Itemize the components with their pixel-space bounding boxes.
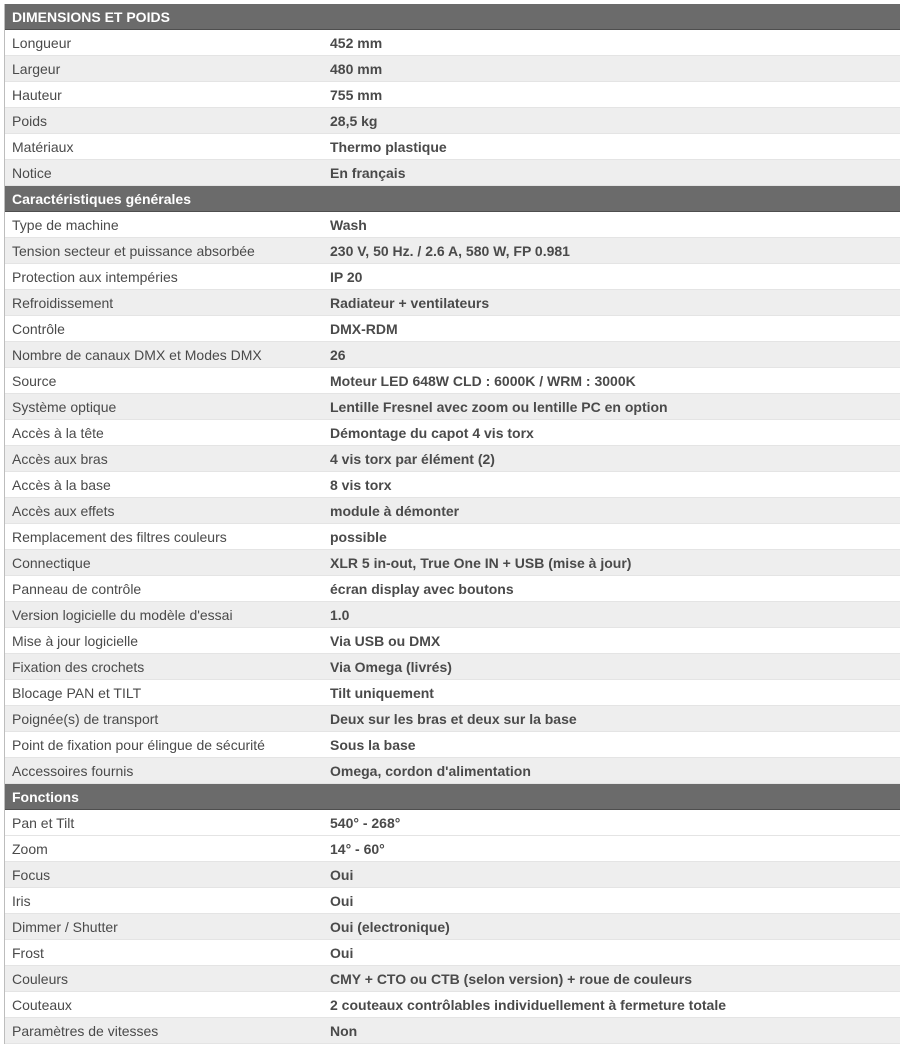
row-label: Refroidissement xyxy=(12,295,114,311)
row-value: Wash xyxy=(330,217,367,233)
row-value: 452 mm xyxy=(330,35,383,51)
table-row xyxy=(5,342,900,368)
row-label: Source xyxy=(12,373,57,389)
row-value: 755 mm xyxy=(330,87,383,103)
row-label: Poids xyxy=(12,113,48,129)
table-row xyxy=(5,264,900,290)
row-value: écran display avec boutons xyxy=(330,581,514,597)
row-label: Pan et Tilt xyxy=(12,815,75,831)
row-label: Accessoires fournis xyxy=(12,763,134,779)
table-row xyxy=(5,472,900,498)
section-dimensions xyxy=(5,4,900,186)
row-label: Nombre de canaux DMX et Modes DMX xyxy=(12,347,262,363)
table-row xyxy=(5,498,900,524)
row-value: Radiateur + ventilateurs xyxy=(330,295,490,311)
table-row xyxy=(5,576,900,602)
table-row xyxy=(5,108,900,134)
row-value: Oui xyxy=(330,867,354,883)
table-row xyxy=(5,1018,900,1044)
row-label: Accès à la base xyxy=(12,477,111,493)
section-fonctions xyxy=(5,784,900,1044)
row-value: Lentille Fresnel avec zoom ou lentille PC en option xyxy=(330,399,668,415)
table-row xyxy=(5,706,900,732)
row-value: 14° - 60° xyxy=(330,841,385,857)
table-row xyxy=(5,134,900,160)
row-value: 28,5 kg xyxy=(330,113,378,129)
row-label: Paramètres de vitesses xyxy=(12,1023,159,1039)
row-label: Accès aux effets xyxy=(12,503,115,519)
row-label: Contrôle xyxy=(12,321,65,337)
table-row xyxy=(5,914,900,940)
row-value: Non xyxy=(330,1023,358,1039)
row-value: IP 20 xyxy=(330,269,363,285)
row-label: Protection aux intempéries xyxy=(12,269,178,285)
section-header: DIMENSIONS ET POIDS xyxy=(5,4,900,30)
table-row xyxy=(5,56,900,82)
row-label: Panneau de contrôle xyxy=(12,581,142,597)
spec-table xyxy=(4,4,900,1044)
table-row xyxy=(5,888,900,914)
table-row xyxy=(5,992,900,1018)
row-label: Couleurs xyxy=(12,971,69,987)
row-label: Système optique xyxy=(12,399,117,415)
table-row xyxy=(5,290,900,316)
row-label: Zoom xyxy=(12,841,48,857)
row-value: Sous la base xyxy=(330,737,416,753)
table-row xyxy=(5,420,900,446)
table-row xyxy=(5,82,900,108)
table-row xyxy=(5,680,900,706)
row-value: CMY + CTO ou CTB (selon version) + roue de couleurs xyxy=(330,971,692,987)
row-value: module à démonter xyxy=(330,503,460,519)
table-row xyxy=(5,212,900,238)
section-header: Fonctions xyxy=(5,784,900,810)
row-label: Longueur xyxy=(12,35,72,51)
row-label: Blocage PAN et TILT xyxy=(12,685,142,701)
row-value: 480 mm xyxy=(330,61,383,77)
row-value: 540° - 268° xyxy=(330,815,401,831)
row-label: Mise à jour logicielle xyxy=(12,633,139,649)
table-row xyxy=(5,628,900,654)
table-row xyxy=(5,836,900,862)
row-value: Démontage du capot 4 vis torx xyxy=(330,425,534,441)
row-label: Couteaux xyxy=(12,997,72,1013)
table-row xyxy=(5,966,900,992)
row-label: Notice xyxy=(12,165,52,181)
row-value: DMX-RDM xyxy=(330,321,398,337)
row-value: XLR 5 in-out, True One IN + USB (mise à jour) xyxy=(330,555,632,571)
row-label: Fixation des crochets xyxy=(12,659,145,675)
section-caracteristiques xyxy=(5,186,900,784)
table-row xyxy=(5,758,900,784)
table-row xyxy=(5,394,900,420)
row-label: Dimmer / Shutter xyxy=(12,919,118,935)
row-label: Largeur xyxy=(12,61,61,77)
row-value: Oui xyxy=(330,893,354,909)
row-value: 1.0 xyxy=(330,607,350,623)
table-row xyxy=(5,30,900,56)
table-row xyxy=(5,732,900,758)
row-value: Thermo plastique xyxy=(330,139,447,155)
row-value: Tilt uniquement xyxy=(330,685,434,701)
row-label: Hauteur xyxy=(12,87,62,103)
section-header: Caractéristiques générales xyxy=(5,186,900,212)
row-value: 8 vis torx xyxy=(330,477,392,493)
row-label: Remplacement des filtres couleurs xyxy=(12,529,227,545)
table-row xyxy=(5,524,900,550)
row-label: Poignée(s) de transport xyxy=(12,711,159,727)
row-value: Via USB ou DMX xyxy=(330,633,441,649)
table-row xyxy=(5,862,900,888)
row-label: Point de fixation pour élingue de sécurité xyxy=(12,737,265,753)
table-row xyxy=(5,940,900,966)
table-row xyxy=(5,368,900,394)
row-value: En français xyxy=(330,165,406,181)
table-row xyxy=(5,602,900,628)
row-label: Matériaux xyxy=(12,139,74,155)
table-row xyxy=(5,810,900,836)
row-label: Accès à la tête xyxy=(12,425,104,441)
row-label: Accès aux bras xyxy=(12,451,108,467)
table-row xyxy=(5,550,900,576)
row-value: Oui xyxy=(330,945,354,961)
row-label: Iris xyxy=(12,893,31,909)
row-label: Connectique xyxy=(12,555,91,571)
table-row xyxy=(5,316,900,342)
row-value: Moteur LED 648W CLD : 6000K / WRM : 3000K xyxy=(330,373,636,389)
row-label: Focus xyxy=(12,867,51,883)
row-value: 230 V, 50 Hz. / 2.6 A, 580 W, FP 0.981 xyxy=(330,243,570,259)
row-value: Deux sur les bras et deux sur la base xyxy=(330,711,577,727)
row-value: 26 xyxy=(330,347,346,363)
row-label: Frost xyxy=(12,945,44,961)
row-label: Type de machine xyxy=(12,217,119,233)
row-value: 2 couteaux contrôlables individuellement à fermeture totale xyxy=(330,997,726,1013)
row-label: Tension secteur et puissance absorbée xyxy=(12,243,255,259)
table-row xyxy=(5,446,900,472)
table-row xyxy=(5,160,900,186)
row-value: Via Omega (livrés) xyxy=(330,659,452,675)
row-value: Oui (electronique) xyxy=(330,919,450,935)
row-value: 4 vis torx par élément (2) xyxy=(330,451,495,467)
row-value: possible xyxy=(330,529,387,545)
row-value: Omega, cordon d'alimentation xyxy=(330,763,531,779)
table-row xyxy=(5,238,900,264)
table-row xyxy=(5,654,900,680)
row-label: Version logicielle du modèle d'essai xyxy=(12,607,233,623)
